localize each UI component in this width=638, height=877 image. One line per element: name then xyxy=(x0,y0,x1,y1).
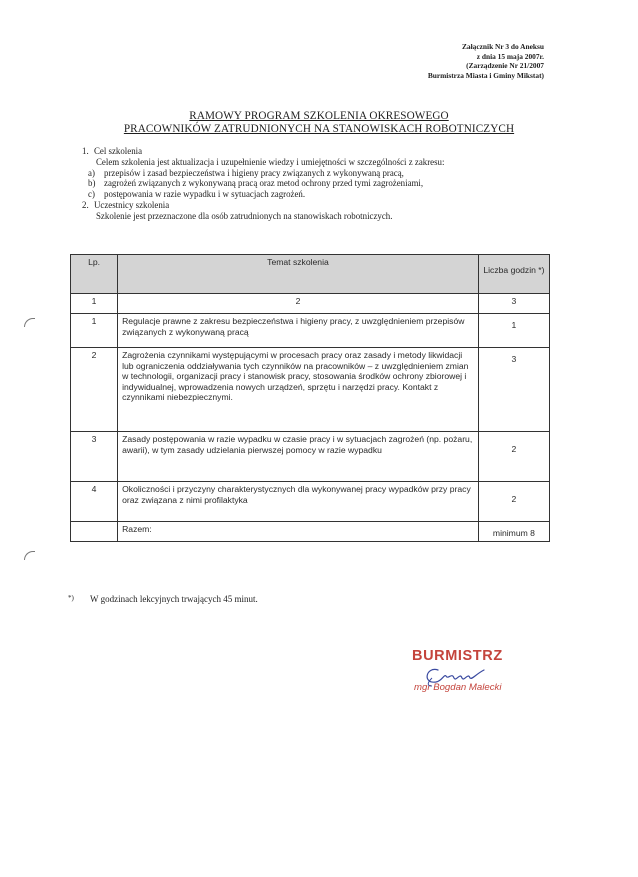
footnote-text: W godzinach lekcyjnych trwających 45 minut. xyxy=(90,594,258,604)
table-cell-lp xyxy=(71,522,118,542)
title-line: PRACOWNIKÓW ZATRUDNIONYCH NA STANOWISKACH ROBOTNICZYCH xyxy=(123,123,515,135)
list-text: postępowania w razie wypadku i w sytuacjach zagrożeń. xyxy=(104,189,306,200)
handwritten-signature xyxy=(412,658,492,688)
header-liczba xyxy=(478,255,549,294)
header-lp: Lp. xyxy=(71,255,118,294)
footnote xyxy=(68,594,258,604)
section-1 xyxy=(82,146,552,200)
stamp-title: BURMISTRZ xyxy=(412,648,503,664)
list-letter: a) xyxy=(88,167,95,178)
table-cell-lp: 3 xyxy=(71,432,118,482)
table-cell-lp: 2 xyxy=(71,348,118,432)
scan-mark xyxy=(24,551,35,560)
total-value-text: minimum 8 xyxy=(492,528,535,538)
list-letter: b) xyxy=(88,178,96,189)
section-heading: Uczestnicy szkolenia xyxy=(94,199,170,210)
training-program-table xyxy=(70,254,550,542)
program-sections xyxy=(82,146,552,222)
table-cell-liczba xyxy=(478,348,549,432)
section-number: 1. xyxy=(82,146,89,156)
hours-value: 1 xyxy=(511,320,517,330)
table-cell-liczba xyxy=(478,432,549,482)
section-number: 2. xyxy=(82,199,89,210)
table-cell-lp: 1 xyxy=(71,314,118,348)
section-text: Szkolenie jest przeznaczone dla osób zatrudnionych na stanowiskach robotniczych. xyxy=(96,210,393,221)
table-row xyxy=(71,432,550,482)
total-value xyxy=(478,522,549,542)
table-cell-lp: 4 xyxy=(71,482,118,522)
table-cell: 3 xyxy=(478,294,549,314)
column-number-row xyxy=(71,294,550,314)
table-cell-temat: Okoliczności i przyczyny charakterystycznych dla wykonywanej pracy wypadków przy pracy oraz związana z nimi profilaktyka xyxy=(118,482,479,522)
attachment-note-line: (Zarządzenie Nr 21/2007 xyxy=(466,61,544,71)
table-cell-temat: Zagrożenia czynnikami występującymi w procesach pracy oraz zasady i metody likwidacji lub ograniczenia oddziaływania tych czynników na pracowników – z uwzględnieniem zmian w technologii, organizacji pracy i stanowisk pracy, stosowania środków ochrony zbiorowej i indywidualnej, wprowadzenia nowych urządzeń, sprzętu i narzędzi pracy. Kontakt z czynnikami niebezpiecznymi. xyxy=(118,348,479,432)
title-line: RAMOWY PROGRAM SZKOLENIA OKRESOWEGO xyxy=(189,110,449,122)
list-text: przepisów i zasad bezpieczeństwa i higieny pracy związanych z wykonywaną pracą, xyxy=(104,167,404,178)
table-cell: 2 xyxy=(118,294,479,314)
section-heading: Cel szkolenia xyxy=(94,146,143,156)
mayor-stamp xyxy=(412,648,542,693)
section-2 xyxy=(82,200,552,222)
header-temat: Temat szkolenia xyxy=(118,255,479,294)
document-title xyxy=(0,110,638,136)
list-item xyxy=(88,168,552,179)
attachment-note-line: Załącznik Nr 3 do Aneksu xyxy=(462,42,544,51)
stamp-name: mgr Bogdan Malecki xyxy=(414,682,502,693)
table-cell: 1 xyxy=(71,294,118,314)
header-liczba-text: Liczba godzin *) xyxy=(483,265,545,275)
attachment-note xyxy=(428,42,544,80)
list-text: zagrożeń związanych z wykonywaną pracą oraz metod ochrony przed tymi zagrożeniami, xyxy=(104,178,424,189)
table-cell-liczba xyxy=(478,482,549,522)
attachment-note-line: Burmistrza Miasta i Gminy Mikstat) xyxy=(427,70,544,80)
list-letter: c) xyxy=(88,189,95,200)
attachment-note-line: z dnia 15 maja 2007r. xyxy=(476,51,544,61)
list-item xyxy=(88,178,552,189)
table-row xyxy=(71,314,550,348)
table-cell-temat: Regulacje prawne z zakresu bezpieczeństwa i higieny pracy, z uwzględnieniem przepisów związanych z wykonywaną pracą xyxy=(118,314,479,348)
table-row xyxy=(71,482,550,522)
section-text: Celem szkolenia jest aktualizacja i uzupełnienie wiedzy i umiejętności w szczególności z zakresu: xyxy=(96,156,445,167)
table-row xyxy=(71,348,550,432)
hours-value: 2 xyxy=(511,444,517,454)
table-header-row xyxy=(71,255,550,294)
hours-value: 3 xyxy=(511,354,517,364)
total-label: Razem: xyxy=(118,522,479,542)
scan-mark xyxy=(24,318,35,327)
table-total-row xyxy=(71,522,550,542)
footnote-mark: *) xyxy=(68,594,74,602)
table-cell-liczba xyxy=(478,314,549,348)
hours-value: 2 xyxy=(511,494,517,504)
table-cell-temat: Zasady postępowania w razie wypadku w czasie pracy i w sytuacjach zagrożeń (np. pożaru, awarii), w tym zasady udzielania pierwszej pomocy w razie wypadku xyxy=(118,432,479,482)
list-item xyxy=(88,189,552,200)
